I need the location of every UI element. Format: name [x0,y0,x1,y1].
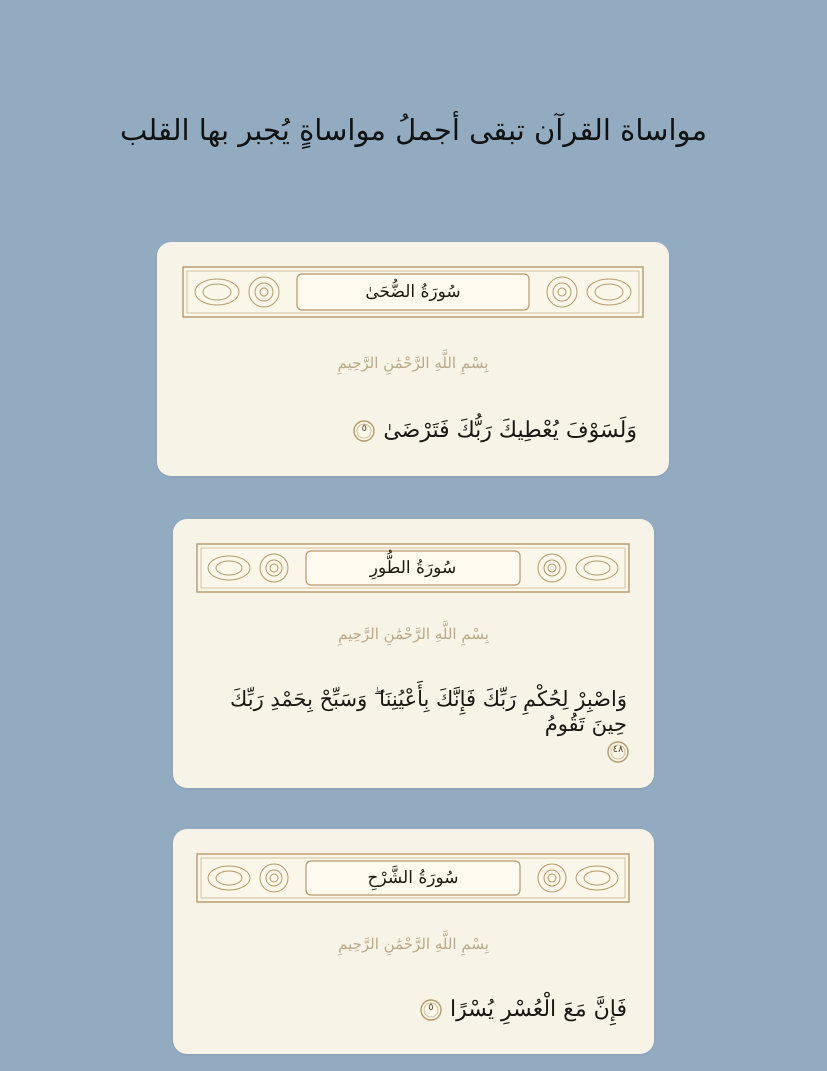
ayah-body: وَلَسَوْفَ يُعْطِيكَ رَبُّكَ فَتَرْضَىٰ [383,418,637,443]
ayah-end-marker [419,998,443,1022]
verse-card-duha [157,242,669,476]
surah-banner [182,266,644,306]
surah-title: سُورَةُ الطُّورِ [369,558,457,578]
ayah-text [197,997,627,1022]
ayah-number: ٤٨ [612,744,624,755]
surah-banner [196,543,630,583]
surah-title: سُورَةُ الضُّحَىٰ [365,282,461,302]
ayah-marker-row [600,740,630,764]
ayah-number: ٥ [361,423,368,434]
basmala: بِسْمِ اللَّهِ الرَّحْمَٰنِ الرَّحِيمِ [338,935,489,953]
basmala: بِسْمِ اللَّهِ الرَّحْمَٰنِ الرَّحِيمِ [337,354,489,372]
ayah-number: ٥ [428,1002,434,1013]
verse-card-sharh [173,829,654,1054]
page-headline: مواساة القرآن تبقى أجملُ مواساةٍ يُجبر بها القلب [119,113,708,147]
verse-card-tur [173,519,654,788]
ayah-body: فَإِنَّ مَعَ الْعُسْرِ يُسْرًا [449,997,627,1022]
ayah-text [197,418,637,443]
basmala: بِسْمِ اللَّهِ الرَّحْمَٰنِ الرَّحِيمِ [338,625,489,643]
ayah-end-marker [606,740,630,764]
ayah-text: وَاصْبِرْ لِحُكْمِ رَبِّكَ فَإِنَّكَ بِأَعْيُنِنَا ۖ وَسَبِّحْ بِحَمْدِ رَبِّكَ حِينَ تَقُومُ [230,687,627,736]
surah-title: سُورَةُ الشَّرْحِ [367,868,459,888]
surah-banner [196,853,630,893]
ayah-end-marker [352,419,376,443]
